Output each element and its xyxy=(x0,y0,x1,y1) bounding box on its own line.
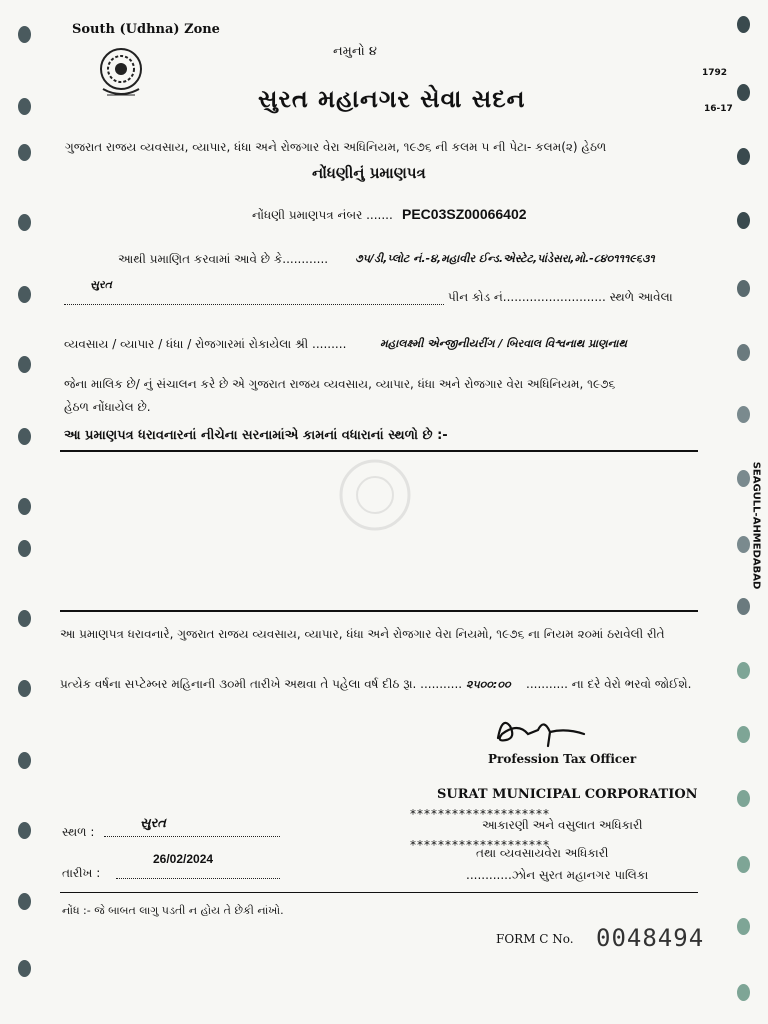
address-dotline xyxy=(64,304,444,305)
place-value: સુરત xyxy=(140,816,166,831)
place-label: સ્થળ : xyxy=(62,825,95,839)
officer-signature xyxy=(488,708,588,752)
form-c-number: 0048494 xyxy=(596,924,705,952)
form-c-label: FORM C No. xyxy=(496,932,574,946)
tax-line-2-prefix: પ્રત્યેક વર્ષના સપ્ટેમ્બર મહિનાની ૩૦મી તારીખે અથવા તે પહેલા વર્ષ દીઠ રૂા. ........... xyxy=(60,677,463,691)
star-row-2: ******************** xyxy=(410,838,550,852)
smc-emblem xyxy=(95,45,147,103)
occupation-label: વ્યવસાય / વ્યાપાર / ધંધા / રોજગારમાં રોકાયેલા શ્રી ......... xyxy=(64,337,347,351)
officer-role-2: તથા વ્યવસાયવેરા અધિકારી xyxy=(476,846,609,860)
zone-label: South (Udhna) Zone xyxy=(72,22,220,37)
pin-label: પીન કોડ નં........................... સ્થળે આવેલા xyxy=(448,290,673,304)
act-line: ગુજરાત રાજય વ્યવસાય, વ્યાપાર, ધંધા અને રોજગાર વેરા અધિનિયમ, ૧૯૭૬ ની કલમ ૫ ની પેટા- કલમ(૨) હેઠળ xyxy=(65,140,607,154)
address-value: ૭૫/ડી,પ્લોટ નં.-૪,મહાવીર ઈન્ડ.એસ્ટેટ,પાંડેસરા,મો.-૮૪૦૧૧૧૯૬૩૧ xyxy=(355,252,655,265)
date-label: તારીખ : xyxy=(62,866,101,880)
certify-label: આથી પ્રમાણિત કરવામાં આવે છે કે............ xyxy=(118,252,329,266)
tax-line-1: આ પ્રમાણપત્ર ધરાવનારે, ગુજરાત રાજય વ્યવસાય, વ્યાપાર, ધંધા અને રોજગાર વેરા નિયમો, ૧૯૭૬ ના નિયમ ૨૦માં ઠરાવેલી રીતે xyxy=(60,627,665,641)
date-value: 26/02/2024 xyxy=(153,852,214,866)
cert-number: PEC03SZ00066402 xyxy=(402,206,527,222)
divider-top xyxy=(60,450,698,452)
star-row-1: ******************** xyxy=(410,807,550,821)
owner-line-2: હેઠળ નોંધાયેલ છે. xyxy=(64,400,151,414)
form-label: નમુનો ૪ xyxy=(333,44,377,59)
occupation-value: મહાલક્ષ્મી એન્જીનીયરીંગ / બિરવાલ વિશ્વનાથ પ્રાણનાથ xyxy=(380,337,627,350)
side-number-bottom: 16-17 xyxy=(704,104,733,114)
place-dotline xyxy=(104,836,280,837)
watermark-emblem xyxy=(310,455,440,535)
printer-mark: SEAGULL-AHMEDABAD xyxy=(750,461,762,590)
footer-note: નોંધ :- જે બાબત લાગુ પડતી ન હોય તે છેકી નાંખો. xyxy=(62,904,284,917)
date-dotline xyxy=(116,878,280,879)
divider-footer xyxy=(60,892,698,893)
owner-line-1: જેના માલિક છે/ નું સંચાલન કરે છે એ ગુજરાત રાજય વ્યવસાય, વ્યાપાર, ધંધા અને રોજગાર વેરા અધિનિયમ, ૧૯૭૬ xyxy=(64,377,616,391)
officer-title: Profession Tax Officer xyxy=(488,752,637,766)
certificate-title: નોંધણીનું પ્રમાણપત્ર xyxy=(312,164,426,182)
city-value: સુરત xyxy=(90,278,112,291)
zone-line: ............ઝોન સુરત મહાનગર પાલિકા xyxy=(466,868,649,882)
places-line: આ પ્રમાણપત્ર ધરાવનારનાં નીચેના સરનામાંએ કામનાં વધારાનાં સ્થળો છે :- xyxy=(64,428,448,443)
corporation-name: SURAT MUNICIPAL CORPORATION xyxy=(437,787,698,802)
officer-role-1: આકારણી અને વસુલાત અધિકારી xyxy=(482,818,643,832)
side-number-top: 1792 xyxy=(702,68,728,78)
divider-bottom xyxy=(60,610,698,612)
tax-line-2-suffix: ........... ના દરે વેરો ભરવો જોઈશે. xyxy=(526,677,692,691)
corporation-title: સુરત મહાનગર સેવા સદન xyxy=(258,84,526,113)
tax-amount: ૨૫૦૦:૦૦ xyxy=(466,678,511,691)
cert-number-label: નોંધણી પ્રમાણપત્ર નંબર ....... xyxy=(252,208,393,222)
